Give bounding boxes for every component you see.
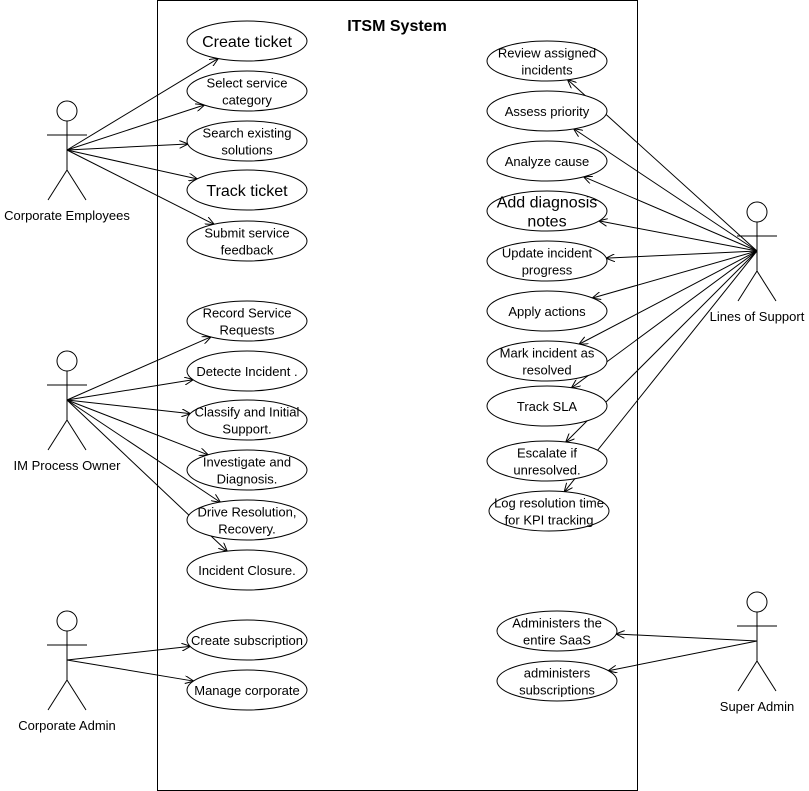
use-case-label: incidents [521, 62, 573, 78]
use-case-update-incident-progress [487, 241, 607, 281]
use-case-mark-incident-resolved [487, 341, 607, 381]
use-case-label: Assess priority [504, 104, 590, 119]
use-case-label: Add diagnosis [496, 194, 598, 212]
actor-leg-left [48, 420, 67, 450]
use-case-label: Escalate if [517, 445, 577, 461]
use-case-label: Update incident [501, 245, 593, 261]
use-case-manage-corporate [187, 670, 307, 710]
use-case-label: progress [521, 262, 573, 278]
use-case-label: Administers the [512, 615, 602, 631]
use-case-detecte-incident [187, 351, 307, 391]
actor-corp-emp [4, 101, 130, 223]
use-case-label: Create subscription [191, 633, 303, 648]
use-case-label: Track SLA [516, 399, 578, 414]
actor-label: Lines of Support [709, 309, 805, 324]
use-case-analyze-cause [487, 141, 607, 181]
use-case-label: subscriptions [519, 682, 595, 698]
use-case-label: category [222, 92, 272, 108]
use-case-label: Drive Resolution, [197, 504, 297, 520]
use-case-classify-initial-support [187, 400, 307, 440]
use-case-track-ticket [187, 170, 307, 210]
use-case-create-ticket [187, 21, 307, 61]
use-case-label: Track ticket [206, 183, 288, 200]
use-case-track-sla [487, 386, 607, 426]
actor-head [57, 351, 77, 371]
use-case-record-service-requests [187, 301, 307, 341]
use-case-label: administers [523, 665, 591, 681]
use-case-administers-subscriptions [497, 661, 617, 701]
use-case-assess-priority [487, 91, 607, 131]
use-case-label: for KPI tracking [504, 512, 594, 528]
use-case-select-service-category [187, 71, 307, 111]
use-case-administers-entire-saas [497, 611, 617, 651]
actor-im-owner [14, 351, 122, 473]
actor-super-admin [720, 592, 794, 714]
use-case-add-diagnosis-notes [487, 191, 607, 231]
use-case-label: Support. [222, 421, 272, 437]
use-case-review-assigned-incidents [487, 41, 607, 81]
use-case-label: unresolved. [513, 462, 581, 478]
actor-label: Corporate Employees [4, 208, 130, 223]
system-title: ITSM System [347, 18, 447, 35]
actor-head [747, 592, 767, 612]
actor-leg-left [738, 661, 757, 691]
actor-leg-left [48, 170, 67, 200]
actor-label: IM Process Owner [13, 458, 121, 473]
use-case-label: Analyze cause [504, 154, 590, 169]
actor-label: Corporate Admin [18, 718, 116, 733]
use-case-label: Classify and Initial [194, 404, 300, 420]
use-case-label: Record Service [202, 305, 292, 321]
use-case-label: Apply actions [508, 304, 586, 319]
use-case-label: Recovery. [218, 521, 276, 537]
actor-label: Super Admin [719, 699, 795, 714]
use-case-label: entire SaaS [523, 632, 591, 648]
actor-leg-right [67, 420, 86, 450]
use-case-submit-service-feedback [187, 221, 307, 261]
use-case-label: Requests [219, 322, 275, 338]
use-case-label: Incident Closure. [198, 563, 296, 578]
use-case-label: Submit service [204, 225, 290, 241]
use-case-search-existing-solutions [187, 121, 307, 161]
actor-leg-right [757, 661, 776, 691]
use-case-label: Search existing [202, 125, 292, 141]
actor-leg-right [67, 170, 86, 200]
actor-head [747, 202, 767, 222]
use-case-label: Investigate and [202, 454, 292, 470]
use-case-label: Diagnosis. [216, 471, 278, 487]
use-case-create-subscription [187, 620, 307, 660]
actor-head [57, 101, 77, 121]
use-case-label: solutions [221, 142, 273, 158]
use-case-label: notes [527, 213, 567, 231]
actor-leg-right [67, 680, 86, 710]
actor-lines-support [710, 202, 805, 324]
use-case-label: Mark incident as [499, 345, 595, 361]
actor-leg-left [48, 680, 67, 710]
use-case-drive-resolution-recovery [187, 500, 307, 540]
use-case-label: Manage corporate [194, 683, 300, 698]
use-case-label: resolved [522, 362, 572, 378]
use-case-apply-actions [487, 291, 607, 331]
actor-head [57, 611, 77, 631]
actor-leg-right [757, 271, 776, 301]
use-case-label: Detecte Incident . [196, 364, 298, 379]
use-case-log-resolution-time [489, 491, 609, 531]
use-case-incident-closure [187, 550, 307, 590]
use-case-label: Log resolution time [494, 495, 604, 511]
use-case-escalate-if-unresolved [487, 441, 607, 481]
use-case-investigate-diagnosis [187, 450, 307, 490]
use-case-label: Review assigned [497, 45, 597, 61]
use-case-label: feedback [220, 242, 274, 258]
actor-corp-admin [18, 611, 116, 733]
use-case-label: Select service [206, 75, 288, 91]
use-case-label: Create ticket [202, 34, 292, 51]
actor-leg-left [738, 271, 757, 301]
